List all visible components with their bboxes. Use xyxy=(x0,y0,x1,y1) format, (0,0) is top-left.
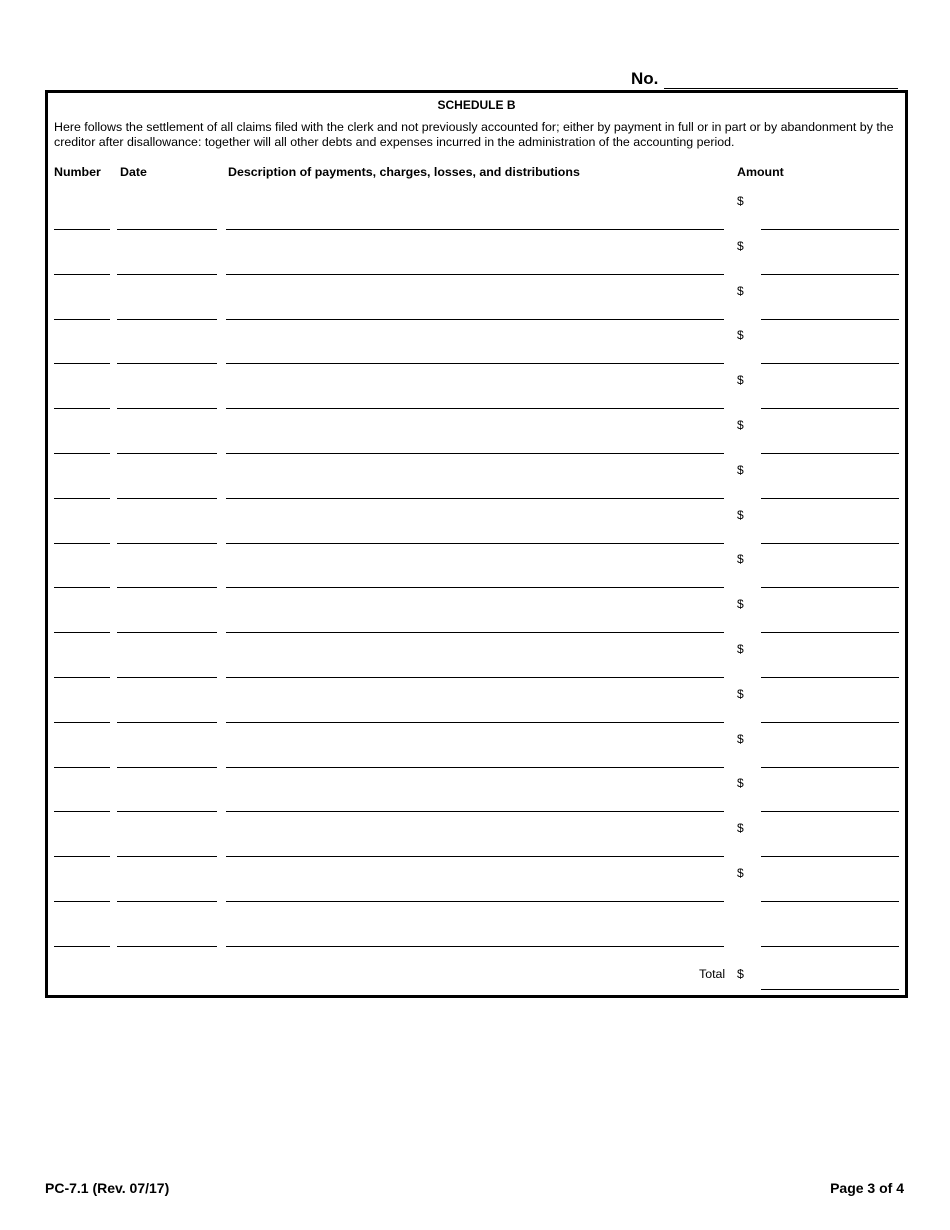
dollar-sign: $ xyxy=(737,507,744,522)
amount-input[interactable] xyxy=(761,946,899,947)
dollar-sign: $ xyxy=(737,866,744,880)
form-id: PC-7.1 (Rev. 07/17) xyxy=(45,1180,170,1196)
dollar-sign: $ xyxy=(737,194,744,208)
table-row xyxy=(48,499,905,544)
total-amount-input[interactable] xyxy=(761,989,899,990)
total-label: Total xyxy=(699,967,726,981)
table-row xyxy=(48,454,905,499)
table-row xyxy=(48,185,905,230)
dollar-sign: $ xyxy=(737,686,744,701)
dollar-sign: $ xyxy=(737,238,744,253)
table-row xyxy=(48,723,905,768)
total-dollar-sign: $ xyxy=(737,967,744,981)
dollar-sign: $ xyxy=(737,776,744,791)
column-header-number: Number xyxy=(54,165,101,179)
table-row xyxy=(48,275,905,320)
page-number: Page 3 of 4 xyxy=(830,1180,904,1196)
column-header-description: Description of payments, charges, losses, and distributions xyxy=(228,165,580,179)
dollar-sign: $ xyxy=(737,373,744,388)
schedule-title: SCHEDULE B xyxy=(437,98,516,112)
dollar-sign: $ xyxy=(737,552,744,567)
date-input[interactable] xyxy=(117,946,217,947)
case-number-field xyxy=(631,69,898,89)
table-row xyxy=(48,633,905,678)
dollar-sign: $ xyxy=(737,597,744,612)
table-row xyxy=(48,812,905,857)
dollar-sign: $ xyxy=(737,283,744,298)
dollar-sign: $ xyxy=(737,328,744,343)
table-row xyxy=(48,588,905,633)
case-number-input[interactable] xyxy=(664,71,898,89)
total-row xyxy=(48,961,905,991)
schedule-intro: Here follows the settlement of all claims filed with the clerk and not previously accounted for; either by payment in full or in part or by abandonment by the creditor after disallowance: together will all other debts and expenses incurred in the administration of the accounting period. xyxy=(54,120,894,149)
table-row xyxy=(48,767,905,812)
table-row xyxy=(48,409,905,454)
table-row xyxy=(48,364,905,409)
table-row xyxy=(48,543,905,588)
dollar-sign: $ xyxy=(737,821,744,836)
dollar-sign: $ xyxy=(737,642,744,656)
table-row xyxy=(48,319,905,364)
table-row xyxy=(48,902,905,947)
dollar-sign: $ xyxy=(737,731,744,746)
table-row xyxy=(48,678,905,723)
column-header-date: Date xyxy=(120,165,147,179)
schedule-frame xyxy=(45,90,908,998)
table-row xyxy=(48,857,905,902)
number-input[interactable] xyxy=(54,946,110,947)
dollar-sign: $ xyxy=(737,418,744,432)
dollar-sign: $ xyxy=(737,462,744,477)
case-number-label: No. xyxy=(631,69,659,88)
description-input[interactable] xyxy=(226,946,724,947)
table-row xyxy=(48,230,905,275)
column-header-amount: Amount xyxy=(737,165,784,179)
